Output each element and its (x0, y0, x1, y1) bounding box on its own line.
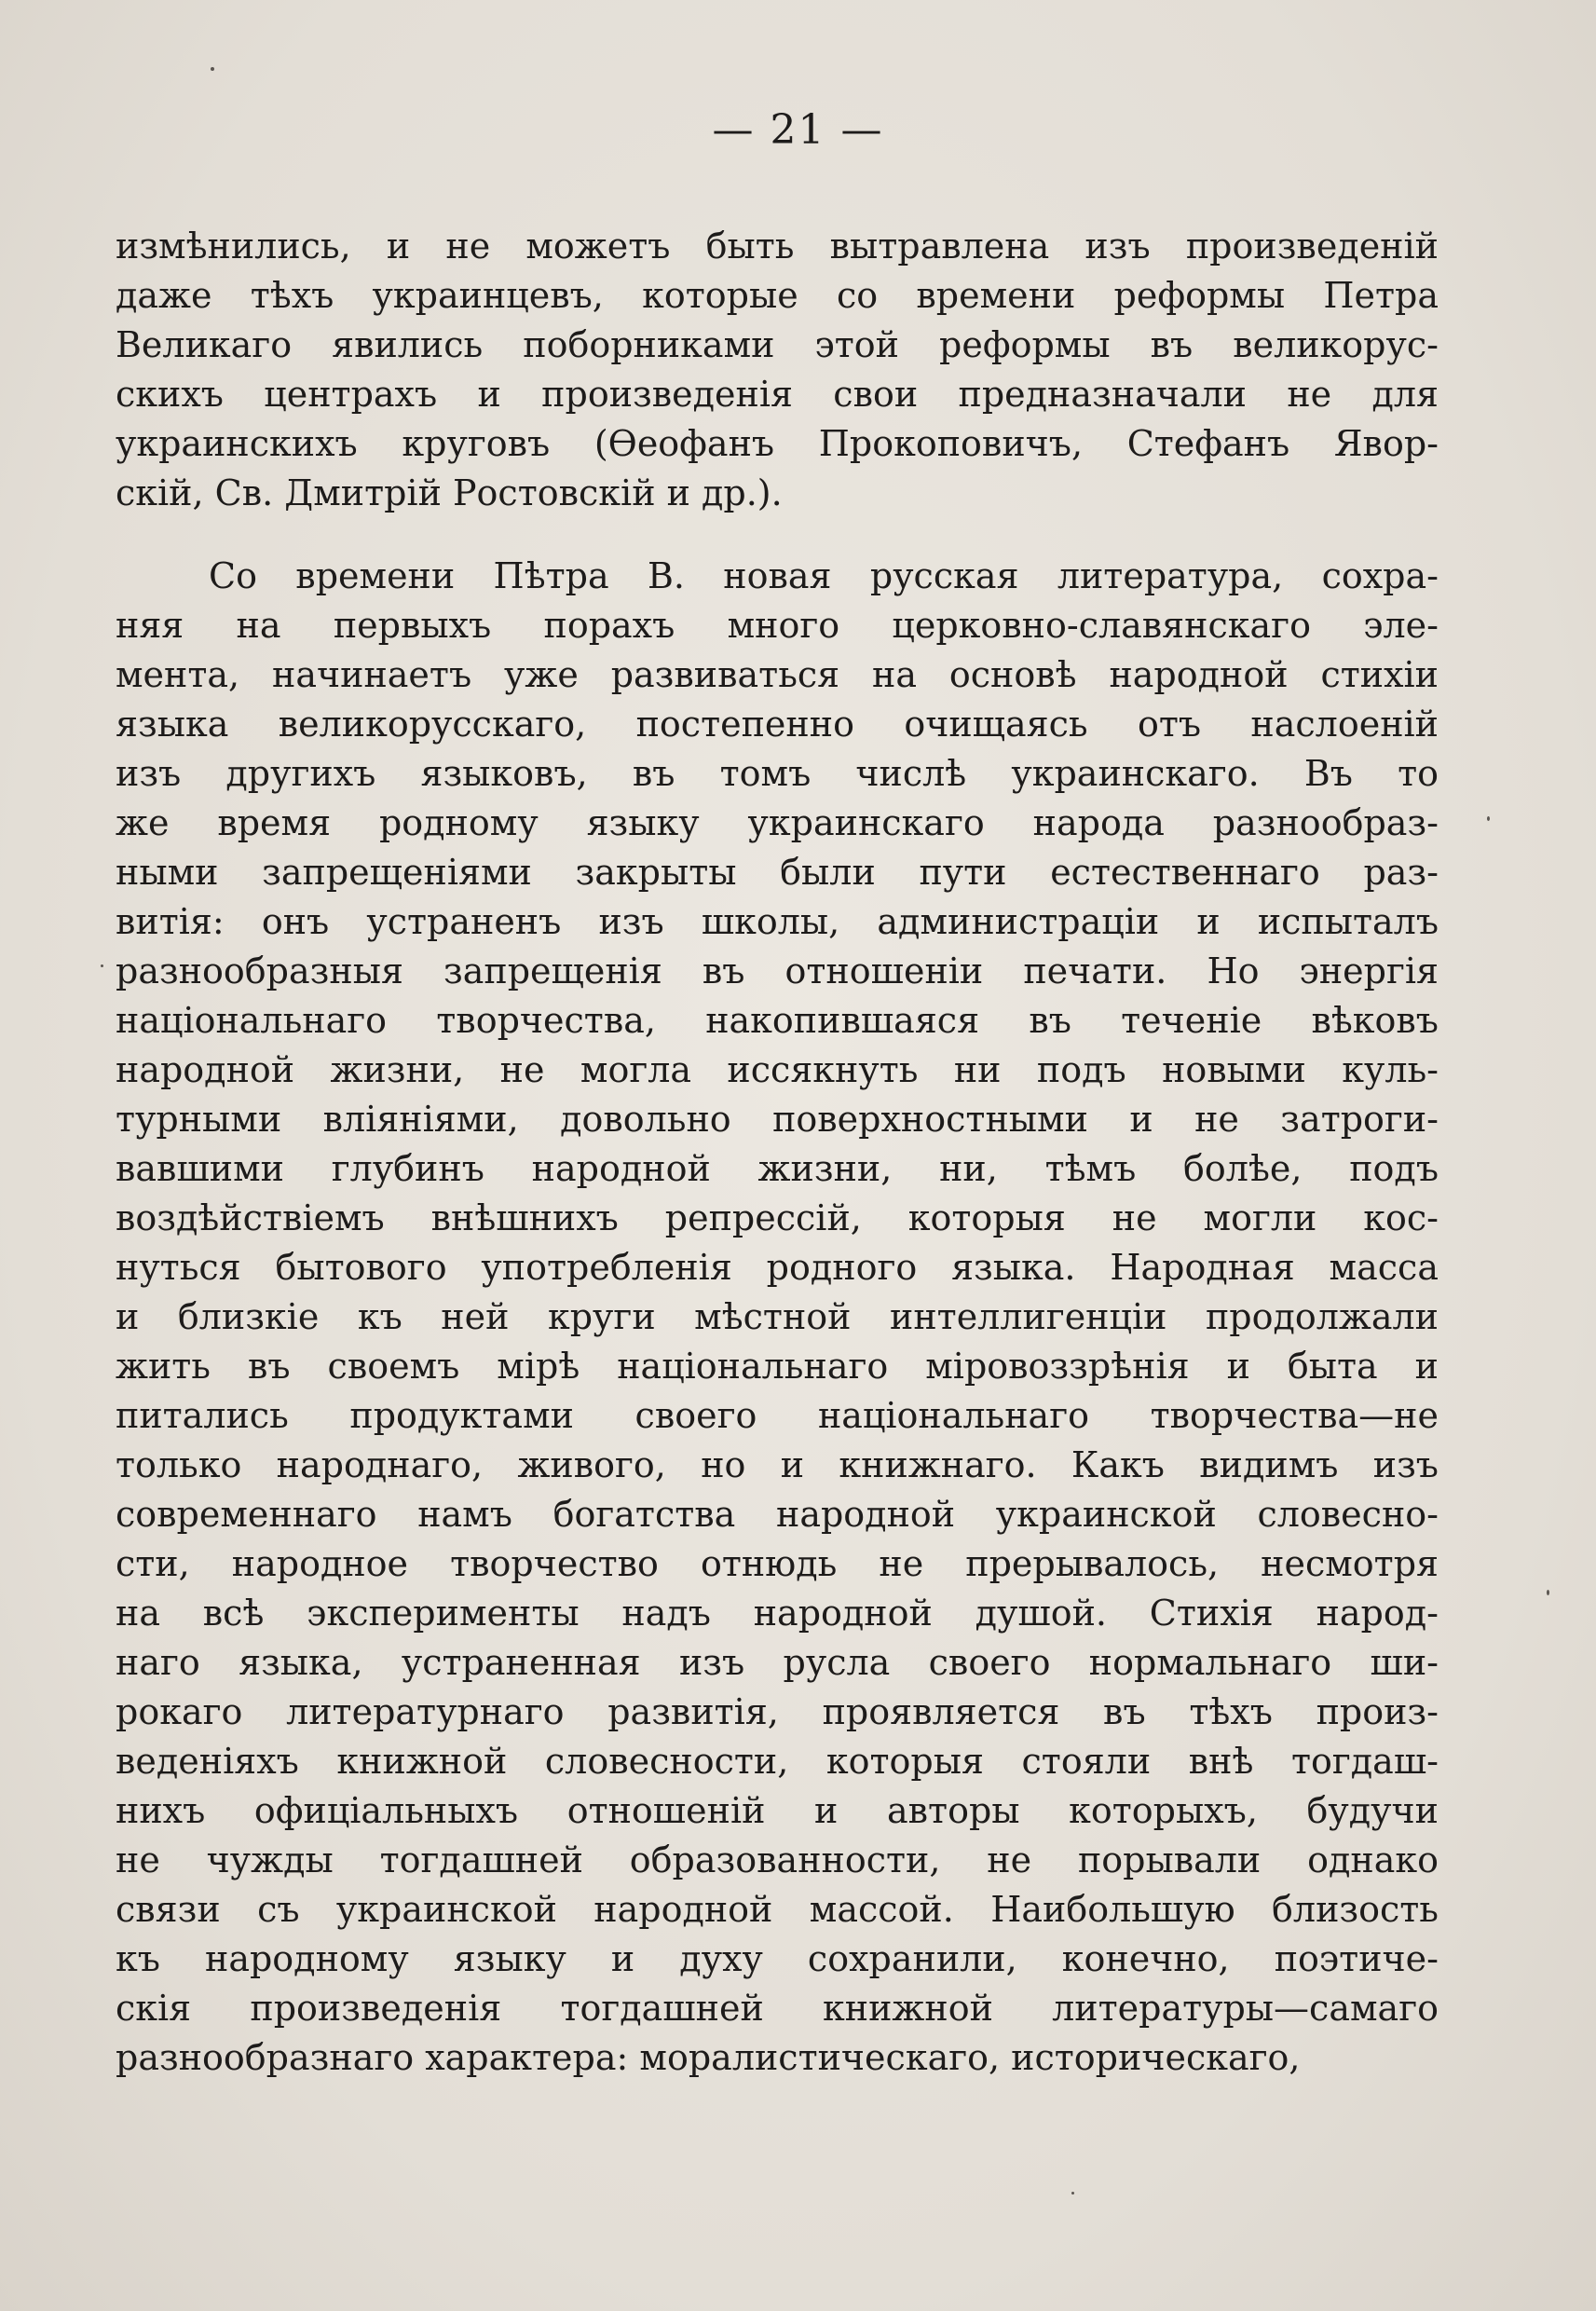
text-line: воздѣйствiемъ внѣшнихъ репрессiй, которыя не могли кос- (116, 1197, 1439, 1238)
text-line: витiя: онъ устраненъ изъ школы, администрацiи и испыталъ (116, 901, 1439, 942)
text-line: жить въ своемъ мiрѣ нацiональнаго мiровоззрѣнiя и быта и (116, 1346, 1439, 1387)
text-line: только народнаго, живого, но и книжнаго. Какъ видимъ изъ (116, 1444, 1439, 1485)
text-line: ными запрещенiями закрыты были пути естественнаго раз- (116, 852, 1439, 893)
text-line: няя на первыхъ порахъ много церковно-славянскаго эле- (116, 605, 1439, 646)
text-line: веденiяхъ книжной словесности, которыя стояли внѣ тогдаш- (116, 1741, 1439, 1782)
text-line: скихъ центрахъ и произведенiя свои предназначали не для (116, 374, 1439, 415)
page-number: — 21 — (712, 106, 884, 154)
text-line: вавшими глубинъ народной жизни, ни, тѣмъ болѣе, подъ (116, 1148, 1439, 1189)
text-line: не чужды тогдашней образованности, не порывали однако (116, 1839, 1439, 1880)
text-line: украинскихъ круговъ (Ѳеофанъ Прокоповичъ, Стефанъ Явор- (116, 423, 1439, 464)
paper-speck (1547, 1590, 1549, 1595)
text-line: разнообразнаго характера: моралистическаго, историческаго, (116, 2037, 1301, 2078)
text-line: разнообразныя запрещенiя въ отношенiи печати. Но энергiя (116, 950, 1439, 991)
text-line: къ народному языку и духу сохранили, конечно, поэтиче- (116, 1938, 1439, 1979)
text-line: мента, начинаетъ уже развиваться на основѣ народной стихiи (116, 654, 1439, 695)
text-line: Со времени Пѣтра В. новая русская литература, сохра- (209, 555, 1439, 596)
paper-speck (101, 964, 103, 967)
text-line: на всѣ эксперименты надъ народной душой. Стихiя народ- (116, 1593, 1439, 1634)
paragraph-2 (116, 552, 1439, 2083)
text-line: современнаго намъ богатства народной украинской словесно- (116, 1494, 1439, 1535)
text-line: сти, народное творчество отнюдь не прерывалось, несмотря (116, 1543, 1439, 1584)
text-line: питались продуктами своего нацiональнаго творчества—не (116, 1395, 1439, 1436)
text-line: даже тѣхъ украинцевъ, которые со времени реформы Петра (116, 275, 1439, 316)
text-line: изъ другихъ языковъ, въ томъ числѣ украинскаго. Въ то (116, 753, 1439, 794)
text-line: измѣнились, и не можетъ быть вытравлена изъ произведенiй (116, 226, 1439, 267)
text-line: Великаго явились поборниками этой реформы въ великорус- (116, 324, 1439, 365)
text-line: скiй, Св. Дмитрiй Ростовскiй и др.). (116, 472, 783, 513)
paragraph-gap (116, 518, 1439, 552)
text-line: нуться бытового употребленiя родного языка. Народная масса (116, 1247, 1439, 1288)
text-line: нихъ офицiальныхъ отношенiй и авторы которыхъ, будучи (116, 1790, 1439, 1831)
text-line: народной жизни, не могла иссякнуть ни подъ новыми куль- (116, 1049, 1439, 1090)
text-line: скiя произведенiя тогдашней книжной литературы—самаго (116, 1988, 1439, 2029)
paper-speck (1071, 2192, 1074, 2195)
paper-speck (1487, 816, 1490, 821)
paper-speck (211, 67, 214, 71)
text-line: языка великорусскаго, постепенно очищаясь отъ наслоенiй (116, 704, 1439, 745)
text-line: и близкiе къ ней круги мѣстной интеллигенцiи продолжали (116, 1296, 1439, 1337)
text-line: нацiональнаго творчества, накопившаяся въ теченiе вѣковъ (116, 1000, 1439, 1041)
paragraph-1 (116, 222, 1439, 518)
text-line: рокаго литературнаго развитiя, проявляется въ тѣхъ произ- (116, 1691, 1439, 1732)
text-line: турными влiянiями, довольно поверхностными и не затроги- (116, 1099, 1439, 1140)
text-line: связи съ украинской народной массой. Наибольшую близость (116, 1889, 1439, 1930)
text-line: наго языка, устраненная изъ русла своего нормальнаго ши- (116, 1642, 1439, 1683)
text-line: же время родному языку украинскаго народа разнообраз- (116, 802, 1439, 843)
body-text (116, 222, 1439, 2083)
